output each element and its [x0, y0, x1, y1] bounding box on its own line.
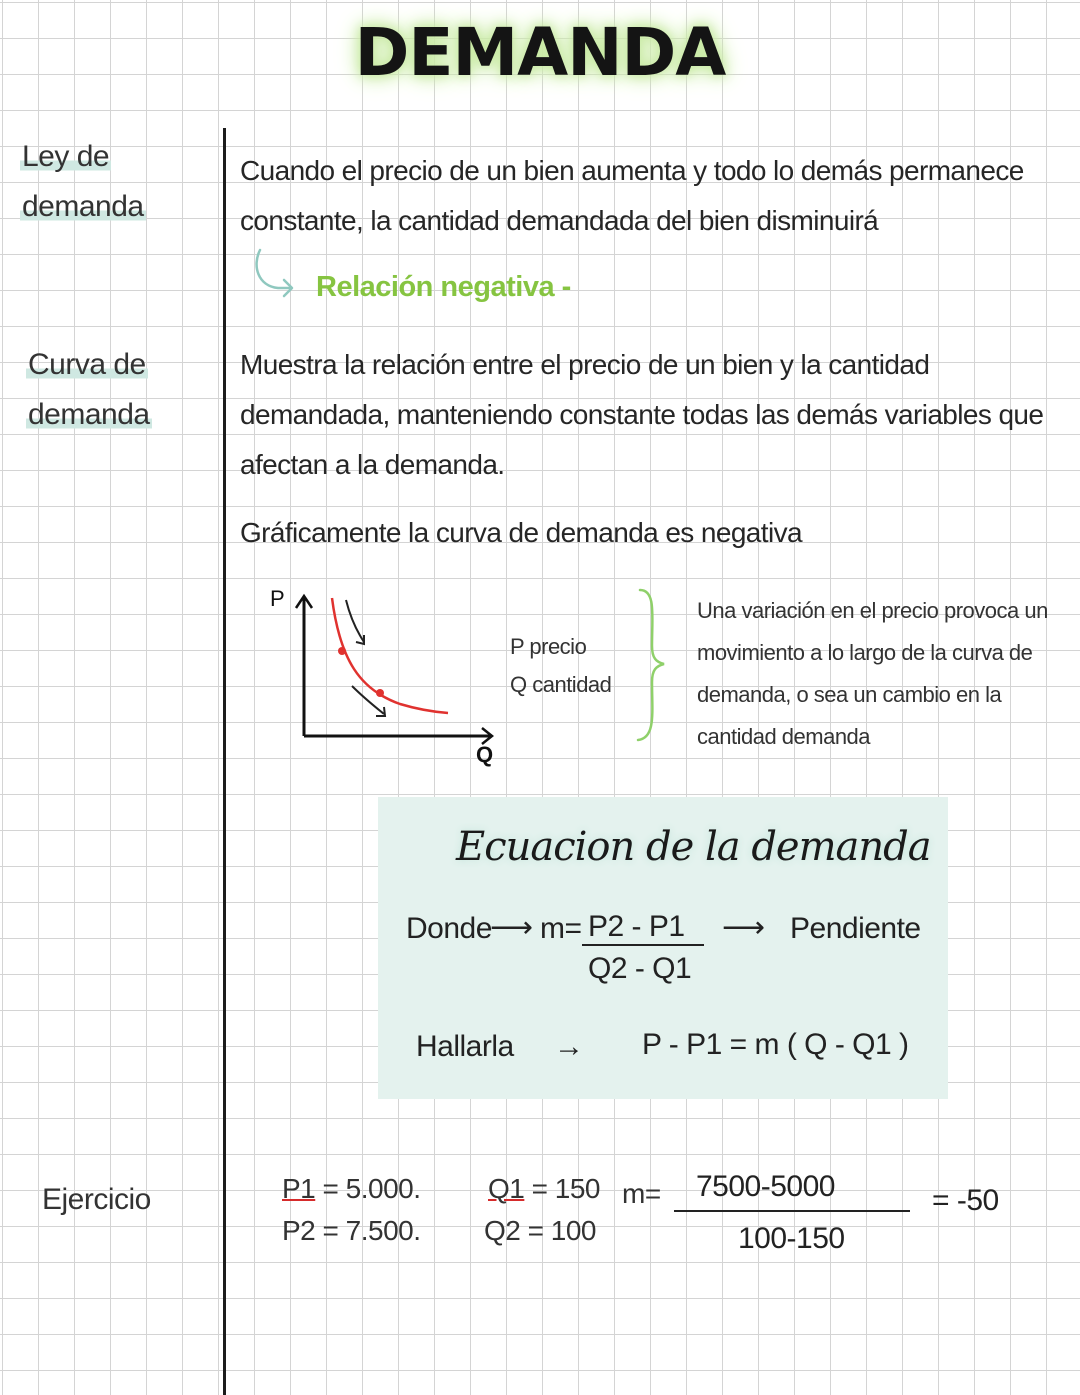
slope-denominator: Q2 - Q1 — [588, 952, 692, 985]
hallarla-label: Hallarla — [416, 1030, 514, 1063]
text-line: Una variación en el precio provoca un — [697, 598, 1048, 623]
text-line: afectan a la demanda. — [240, 449, 505, 480]
p1-value: = 5.000. — [322, 1173, 421, 1204]
y-axis-label: P — [270, 586, 285, 611]
legend-precio: P precio — [510, 634, 587, 659]
text-line: cantidad demanda — [697, 724, 871, 749]
variation-note — [697, 590, 1048, 758]
q1-value: = 150 — [531, 1173, 600, 1204]
text-line: constante, la cantidad demandada del bien disminuirá — [240, 205, 879, 236]
text-line: demanda, o sea un cambio en la — [697, 682, 1002, 707]
right-brace-icon — [630, 586, 670, 746]
slope-numerator: P2 - P1 — [588, 910, 685, 943]
right-arrow-icon: ⟶ — [722, 911, 765, 944]
curva-de-demanda-text — [240, 340, 1070, 490]
p1-name: P1 — [282, 1173, 316, 1204]
pendiente-label: Pendiente — [790, 912, 921, 945]
curve-point — [338, 647, 346, 655]
section-label-ley-de-demanda — [20, 132, 146, 232]
text-line: demandada, manteniendo constante todas las demás variables que — [240, 399, 1044, 430]
slope-m-prefix: m= — [540, 912, 582, 945]
point-slope-formula: P - P1 = m ( Q - Q1 ) — [642, 1028, 909, 1061]
page-title: DEMANDA — [354, 14, 726, 91]
demand-curve — [332, 598, 448, 713]
equation-title: Ecuacion de la demanda — [456, 824, 931, 870]
section-label-curva-de-demanda — [26, 340, 152, 440]
donde-label: Donde — [406, 912, 492, 945]
down-arrow-icon — [346, 600, 364, 642]
label-line: Ley de — [22, 140, 110, 173]
margin-divider — [223, 128, 226, 1395]
exercise-m-prefix: m= — [622, 1178, 661, 1209]
graph-legend — [510, 628, 611, 704]
text-line: Cuando el precio de un bien aumenta y todo lo demás permanece — [240, 155, 1024, 186]
label-line: demanda — [22, 190, 144, 223]
curved-arrow-icon — [248, 246, 308, 302]
exercise-q2: Q2 = 100 — [484, 1215, 596, 1246]
graph-note: Gráficamente la curva de demanda es negativa — [240, 517, 802, 548]
exercise-p2: P2 = 7.500. — [282, 1215, 421, 1246]
legend-cantidad: Q cantidad — [510, 672, 612, 697]
ley-de-demanda-text — [240, 146, 1070, 246]
demand-curve-graph — [260, 580, 510, 770]
text-line: movimiento a lo largo de la curva de — [697, 640, 1033, 665]
right-arrow-icon: → — [554, 1030, 584, 1063]
right-arrow-icon: ⟶ — [490, 911, 533, 944]
fraction-bar — [582, 944, 704, 946]
text-line: Muestra la relación entre el precio de un bien y la cantidad — [240, 349, 930, 380]
exercise-result: = -50 — [932, 1184, 999, 1217]
label-line: demanda — [28, 398, 150, 431]
exercise-p1 — [282, 1173, 421, 1205]
exercise-numerator: 7500-5000 — [696, 1170, 835, 1203]
exercise-denominator: 100-150 — [738, 1222, 845, 1255]
curve-point — [376, 689, 384, 697]
fraction-bar — [674, 1210, 910, 1212]
q1-name: Q1 — [488, 1173, 525, 1204]
exercise-q1 — [488, 1173, 600, 1205]
relacion-negativa-note: Relación negativa - — [316, 271, 571, 303]
label-line: Curva de — [28, 348, 146, 381]
section-label-ejercicio: Ejercicio — [42, 1183, 151, 1216]
x-axis-label: Q — [476, 742, 494, 767]
